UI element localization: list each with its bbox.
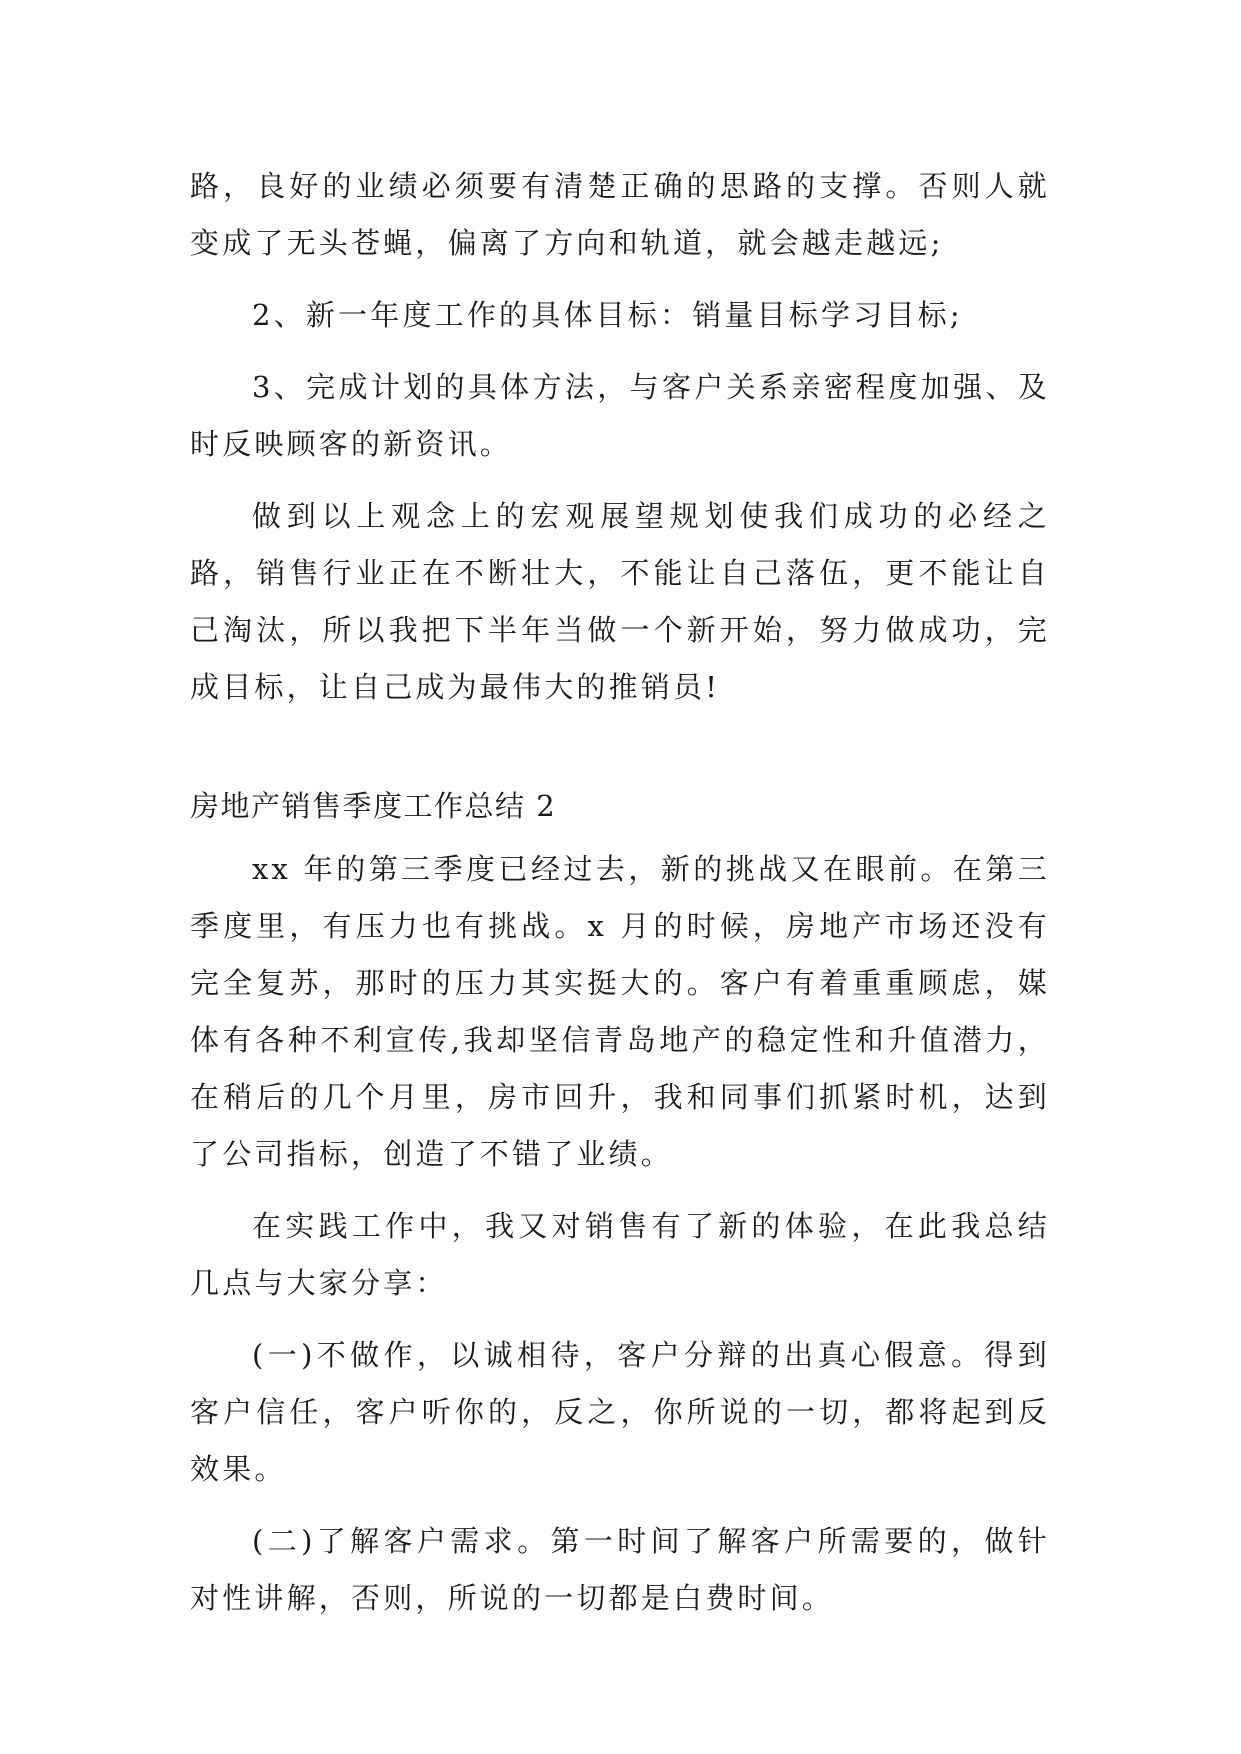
paragraph-point-two: (二)了解客户需求。第一时间了解客户所需要的，做针对性讲解，否则，所说的一切都是白费时间。	[190, 1524, 1050, 1615]
paragraph-q3-review: xx 年的第三季度已经过去，新的挑战又在眼前。在第三季度里，有压力也有挑战。x 月的时候，房地产市场还没有完全复苏，那时的压力其实挺大的。客户有着重重顾虑，媒体有各种不利宣传,我却坚信青岛地产的稳定性和升值潜力，在稍后的几个月里，房市回升，我和同事们抓紧时机，达到了公司指标，创造了不错了业绩。	[190, 852, 1050, 1171]
paragraph-point-one: (一)不做作，以诚相待，客户分辩的出真心假意。得到客户信任，客户听你的，反之，你所说的一切，都将起到反效果。	[190, 1338, 1050, 1486]
paragraph-continuation: 路，良好的业绩必须要有清楚正确的思路的支撑。否则人就变成了无头苍蝇，偏离了方向和轨道，就会越走越远;	[190, 169, 1050, 260]
section-title: 房地产销售季度工作总结 2	[190, 789, 557, 823]
paragraph-experience-intro: 在实践工作中，我又对销售有了新的体验，在此我总结几点与大家分享：	[190, 1209, 1050, 1300]
paragraph-method-item: 3、完成计划的具体方法，与客户关系亲密程度加强、及时反映顾客的新资讯。	[190, 370, 1050, 461]
paragraph-conclusion: 做到以上观念上的宏观展望规划使我们成功的必经之路，销售行业正在不断壮大，不能让自己落伍，更不能让自己淘汰，所以我把下半年当做一个新开始，努力做成功，完成目标，让自己成为最伟大的推销员!	[190, 499, 1050, 704]
paragraph-goal-item: 2、新一年度工作的具体目标：销量目标学习目标;	[252, 298, 963, 332]
document-body	[190, 158, 1050, 1642]
